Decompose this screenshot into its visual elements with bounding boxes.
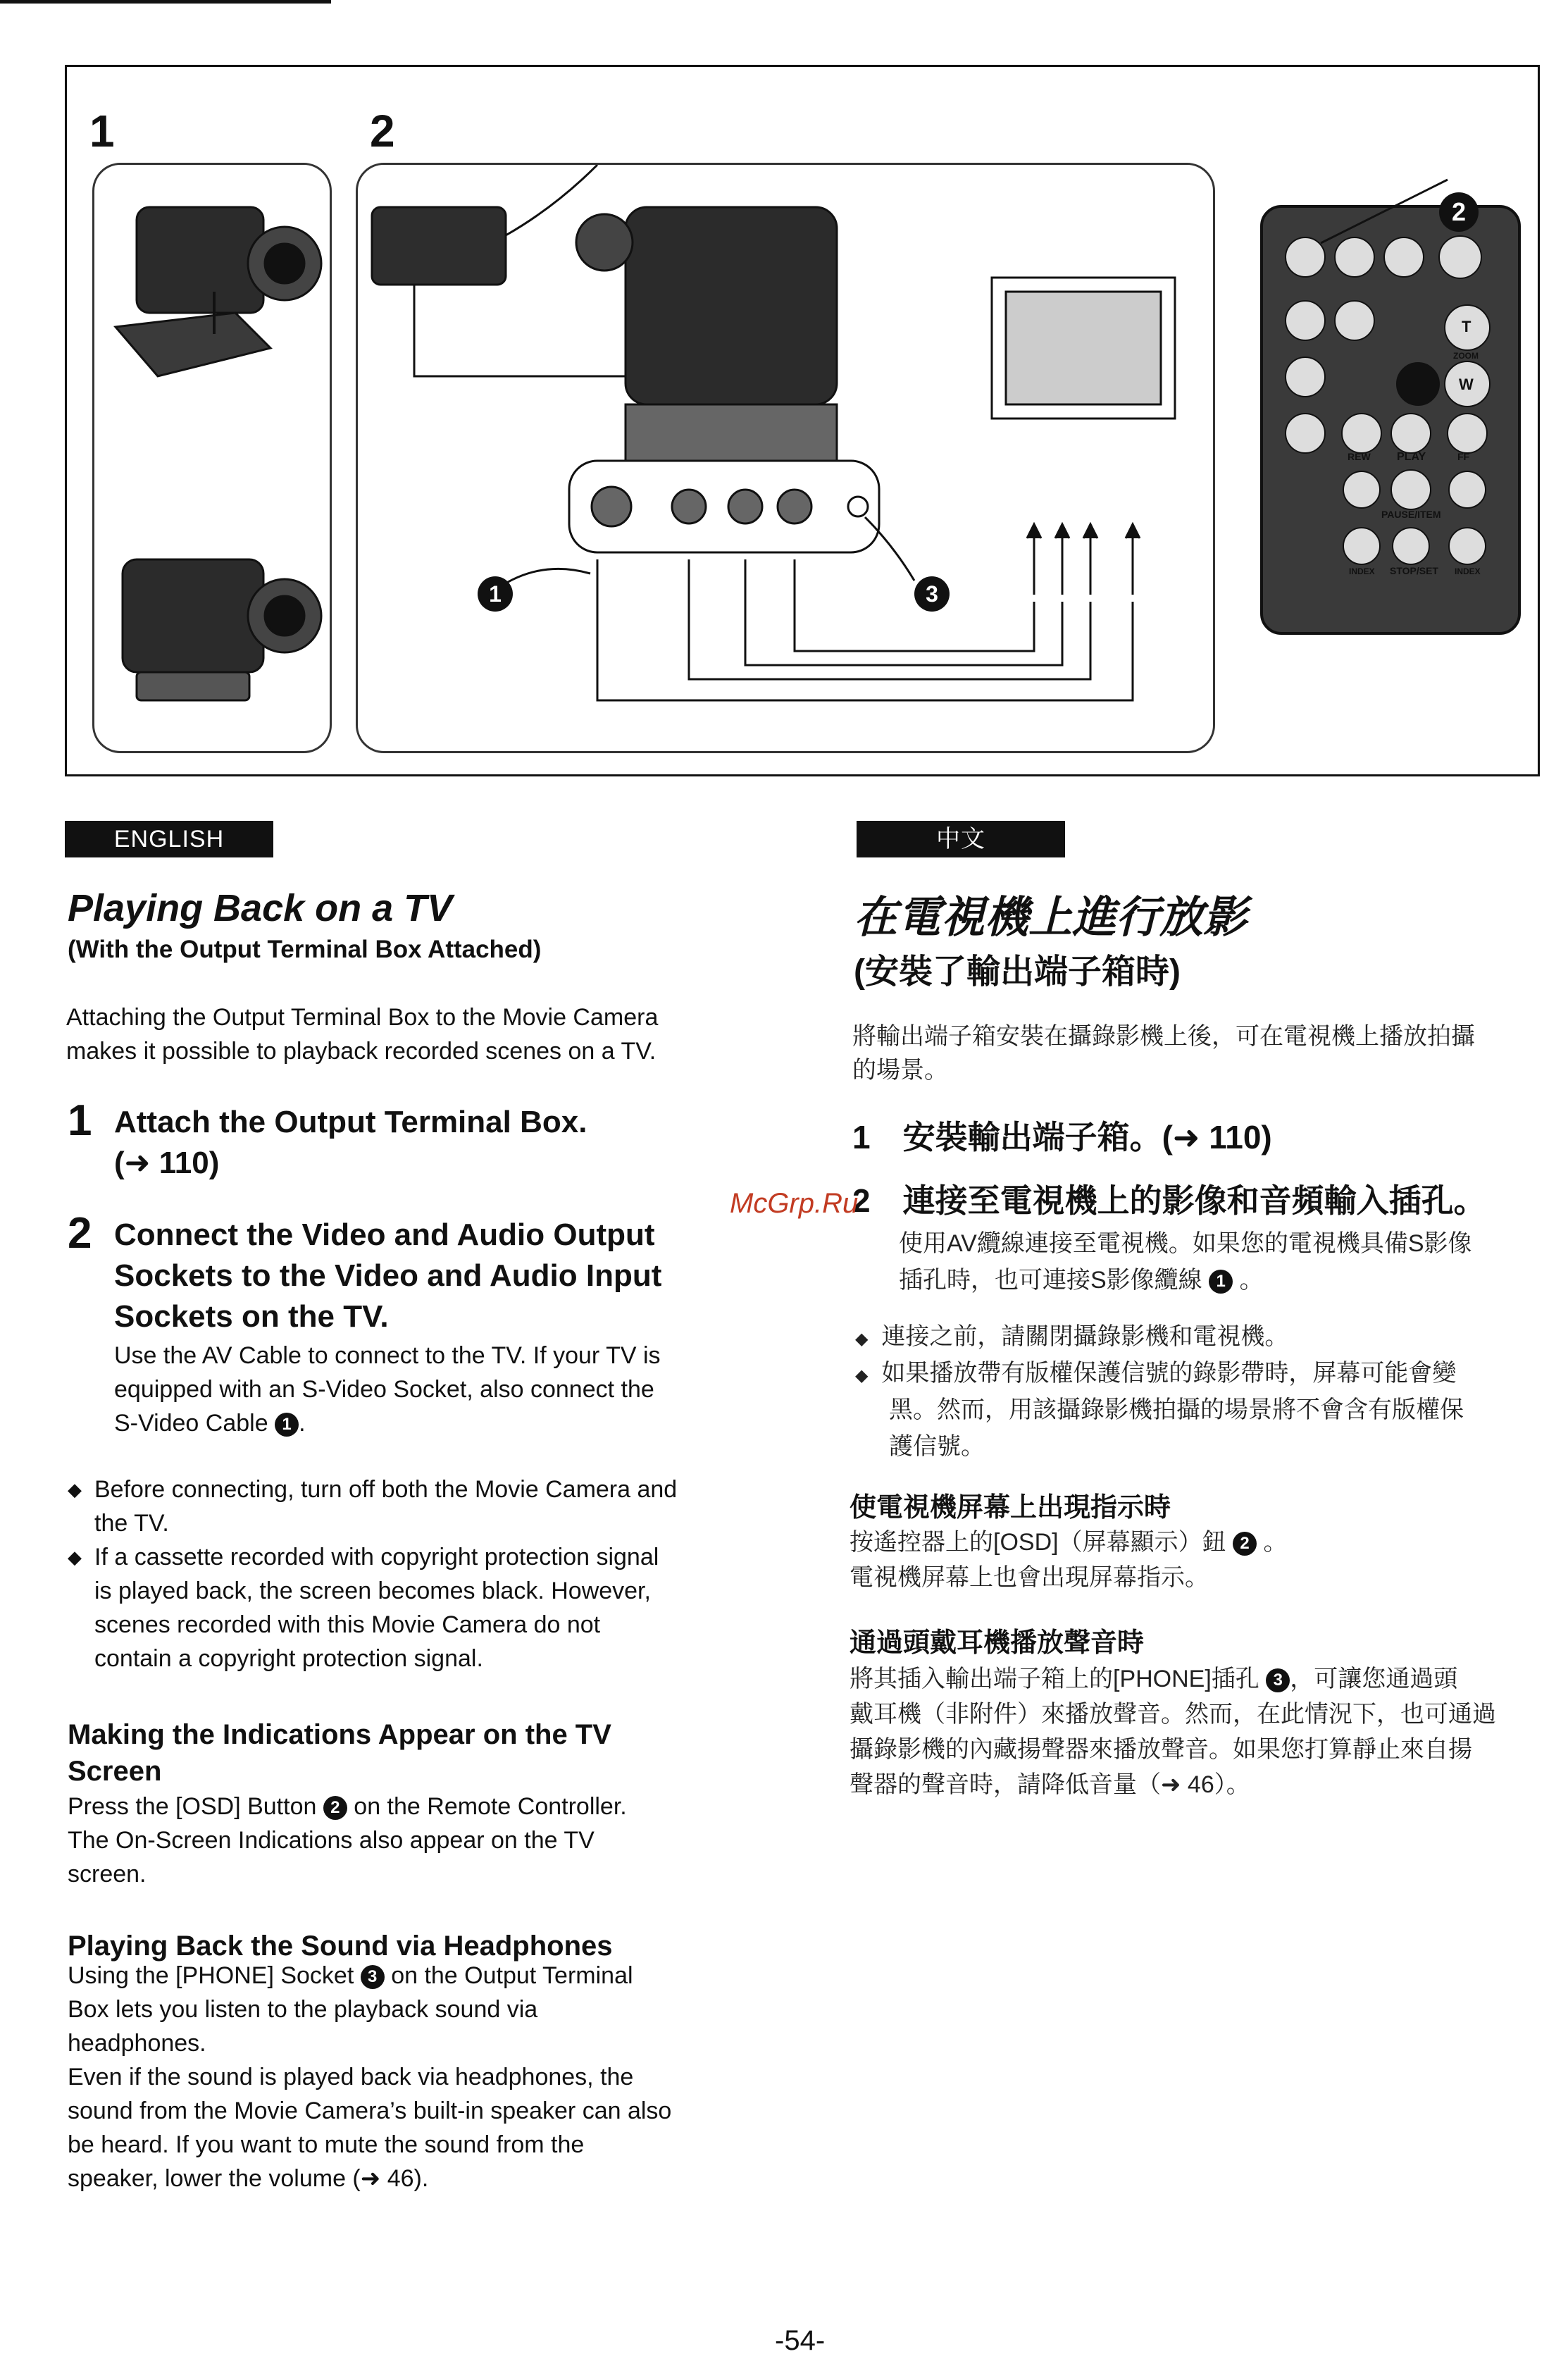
chinese-subtitle: (安裝了輸出端子箱時)	[854, 953, 1181, 991]
chinese-intro-line-2: 的場景。	[852, 1057, 948, 1084]
step-2-body-text: S-Video Cable	[114, 1410, 268, 1437]
chinese-step-2-body-line-2: 插孔時，也可連接S影像纜線 1 。	[899, 1267, 1264, 1294]
chinese-bullet-2	[855, 1356, 1456, 1394]
headphones-body-text-a: Using the [PHONE] Socket	[68, 1962, 354, 1989]
chinese-bullet-2-line-3: 護信號。	[889, 1433, 985, 1460]
bullet-1-line-1: Before connecting, turn off both the Movie Camera and	[94, 1476, 678, 1503]
headphones-body-text-b: on the Output Terminal	[391, 1962, 633, 1989]
ff-label: FF	[1457, 451, 1470, 462]
lang-tab-english: ENGLISH	[65, 821, 273, 857]
top-rule	[0, 0, 331, 4]
chinese-bullet-2-line-1: 如果播放帶有版權保護信號的錄影帶時，屏幕可能會變	[881, 1360, 1457, 1387]
callout-ref-3: 3	[361, 1965, 385, 1989]
osd-body-text-b: on the Remote Controller.	[354, 1793, 627, 1820]
bullet-1	[68, 1473, 677, 1540]
chinese-osd-body-line-2: 電視機屏幕上也會出現屏幕指示。	[850, 1564, 1209, 1591]
pause-label: PAUSE/ITEM	[1381, 509, 1441, 520]
step-2-title-line-1: Connect the Video and Audio Output	[114, 1218, 655, 1252]
ac-adaptor-icon	[372, 207, 506, 285]
chinese-headphones-body-line-2: 戴耳機（非附件）來播放聲音。然而，在此情況下，也可通過	[850, 1701, 1496, 1728]
movie-camera-icon	[626, 207, 837, 404]
s-video-socket-icon	[592, 487, 631, 526]
chinese-headphones-section-title: 通過頭戴耳機播放聲音時	[850, 1628, 1145, 1658]
terminal-box-icon	[116, 313, 270, 376]
callout-3: 3	[914, 576, 950, 612]
step-2-number: 2	[68, 1209, 92, 1258]
chinese-intro-line-1: 將輸出端子箱安裝在攝錄影機上後，可在電視機上播放拍攝	[852, 1023, 1475, 1050]
step-2-body-line-1: Use the AV Cable to connect to the TV. If your TV is	[114, 1342, 661, 1369]
headphones-section-title: Playing Back the Sound via Headphones	[68, 1931, 613, 1962]
chinese-step-1: 1 安裝輸出端子箱。(➜ 110)	[852, 1119, 1272, 1155]
bullet-2-line-4: contain a copyright protection signal.	[94, 1645, 483, 1672]
english-title: Playing Back on a TV	[68, 887, 453, 929]
chinese-bullet-1-text: 連接之前，請關閉攝錄影機和電視機。	[881, 1323, 1289, 1350]
panel-2-connect-tv	[356, 163, 1215, 753]
chinese-bullet-2-line-2: 黑。然而，用該攝錄影機拍攝的場景將不會含有版權保	[889, 1396, 1464, 1423]
step-1-number: 1	[68, 1096, 92, 1145]
panel-1-attach-box	[92, 163, 332, 753]
zoom-w-label: W	[1459, 376, 1474, 393]
osd-section-title-line-2: Screen	[68, 1756, 162, 1787]
tv-connection-illustration	[358, 165, 1213, 751]
headphones-body-line-2: Box lets you listen to the playback sound via	[68, 1996, 538, 2023]
bullet-1-line-2: the TV.	[94, 1510, 169, 1537]
remote-controller	[1260, 205, 1521, 635]
bullet-2	[68, 1540, 659, 1675]
zoom-label: ZOOM	[1453, 351, 1479, 361]
chinese-osd-body-text: 按遙控器上的[OSD]（屏幕顯示）鈕	[850, 1529, 1226, 1556]
camera-attached-icon	[123, 559, 263, 672]
camera-body-icon	[137, 207, 263, 313]
callout-ref-2: 2	[1233, 1532, 1257, 1556]
chinese-headphones-body-line-4: 聲器的聲音時，請降低音量（➜ 46）。	[850, 1771, 1250, 1798]
camera-attach-illustration	[94, 165, 330, 751]
chinese-headphones-body-line-1	[850, 1661, 1457, 1697]
bullet-diamond-icon: ◆	[68, 1479, 82, 1500]
step-2-title-line-3: Sockets on the TV.	[114, 1299, 389, 1334]
chinese-osd-section-title: 使電視機屏幕上出現指示時	[850, 1493, 1171, 1523]
headphones-body-line-3: headphones.	[68, 2030, 206, 2057]
phone-socket-icon	[848, 497, 868, 516]
index-left-label: INDEX	[1349, 566, 1375, 576]
bullet-2-line-3: scenes recorded with this Movie Camera do not	[94, 1611, 601, 1638]
bullet-diamond-icon: ◆	[855, 1366, 869, 1385]
chinese-headphones-body-text-a: 將其插入輸出端子箱上的[PHONE]插孔	[850, 1666, 1259, 1692]
watermark: McGrp.Ru	[730, 1188, 859, 1219]
osd-body-text-a: Press the [OSD] Button	[68, 1793, 317, 1820]
chinese-step-2-body-text: 插孔時，也可連接S影像纜線	[899, 1267, 1202, 1294]
callout-ref-1: 1	[1209, 1270, 1233, 1294]
headphones-body-line-7: speaker, lower the volume (➜ 46).	[68, 2165, 429, 2192]
bullet-diamond-icon: ◆	[855, 1330, 869, 1349]
chinese-headphones-body-line-3: 攝錄影機的內藏揚聲器來播放聲音。如果您打算靜止來自揚	[850, 1736, 1472, 1763]
chinese-title: 在電視機上進行放影	[854, 893, 1247, 942]
headphones-body-line-5: sound from the Movie Camera’s built-in speaker can also	[68, 2098, 672, 2124]
play-label: PLAY	[1397, 451, 1426, 463]
osd-body-line-1	[68, 1790, 627, 1823]
callout-ref-2: 2	[323, 1796, 347, 1820]
chinese-step-2-body-line-1: 使用AV纜線連接至電視機。如果您的電視機具備S影像	[899, 1230, 1472, 1257]
bullet-2-line-2: is played back, the screen becomes black. However,	[94, 1578, 651, 1604]
illustration-frame	[65, 65, 1540, 776]
page-number: -54-	[775, 2325, 826, 2356]
step-1-title-line-1: Attach the Output Terminal Box.	[114, 1105, 587, 1139]
osd-body-line-2: The On-Screen Indications also appear on the TV	[68, 1827, 595, 1854]
headphones-body-line-1	[68, 1959, 633, 1993]
headphones-body-line-6: be heard. If you want to mute the sound from the	[68, 2131, 585, 2158]
chinese-step-2-title: 2 連接至電視機上的影像和音頻輸入插孔。	[852, 1182, 1486, 1219]
osd-section-title-line-1: Making the Indications Appear on the TV	[68, 1719, 611, 1750]
index-right-label: INDEX	[1455, 566, 1481, 576]
bullet-2-line-1: If a cassette recorded with copyright protection signal	[94, 1544, 659, 1570]
english-subtitle: (With the Output Terminal Box Attached)	[68, 936, 542, 963]
panel-number-2: 2	[370, 106, 395, 156]
bullet-diamond-icon: ◆	[68, 1547, 82, 1568]
callout-2: 2	[1439, 192, 1479, 232]
panel-number-1: 1	[89, 106, 115, 156]
step-2-title-line-2: Sockets to the Video and Audio Input	[114, 1258, 662, 1293]
zoom-t-label: T	[1462, 318, 1471, 335]
chinese-bullet-1	[855, 1319, 1288, 1357]
callout-ref-3: 3	[1266, 1668, 1290, 1692]
callout-1: 1	[478, 576, 513, 612]
english-intro-line-2: makes it possible to playback recorded scenes on a TV.	[66, 1038, 657, 1065]
chinese-headphones-body-text-b: ，可讓您通過頭	[1290, 1666, 1458, 1692]
step-1-title-line-2: (➜ 110)	[114, 1146, 220, 1180]
callout-ref-1: 1	[275, 1413, 299, 1437]
step-2-body-line-2: equipped with an S-Video Socket, also connect the	[114, 1376, 654, 1403]
step-2-body-line-3: S-Video Cable 1 .	[114, 1410, 306, 1437]
english-intro-line-1: Attaching the Output Terminal Box to the Movie Camera	[66, 1004, 659, 1031]
headphones-body-line-4: Even if the sound is played back via headphones, the	[68, 2064, 634, 2090]
rew-label: REW	[1348, 451, 1371, 462]
remote-buttons	[1263, 208, 1518, 632]
chinese-osd-body-line-1: 按遙控器上的[OSD]（屏幕顯示）鈕 2 。	[850, 1529, 1288, 1556]
stop-label: STOP/SET	[1390, 565, 1438, 576]
osd-body-line-3: screen.	[68, 1861, 147, 1888]
lang-tab-chinese: 中文	[857, 821, 1065, 857]
